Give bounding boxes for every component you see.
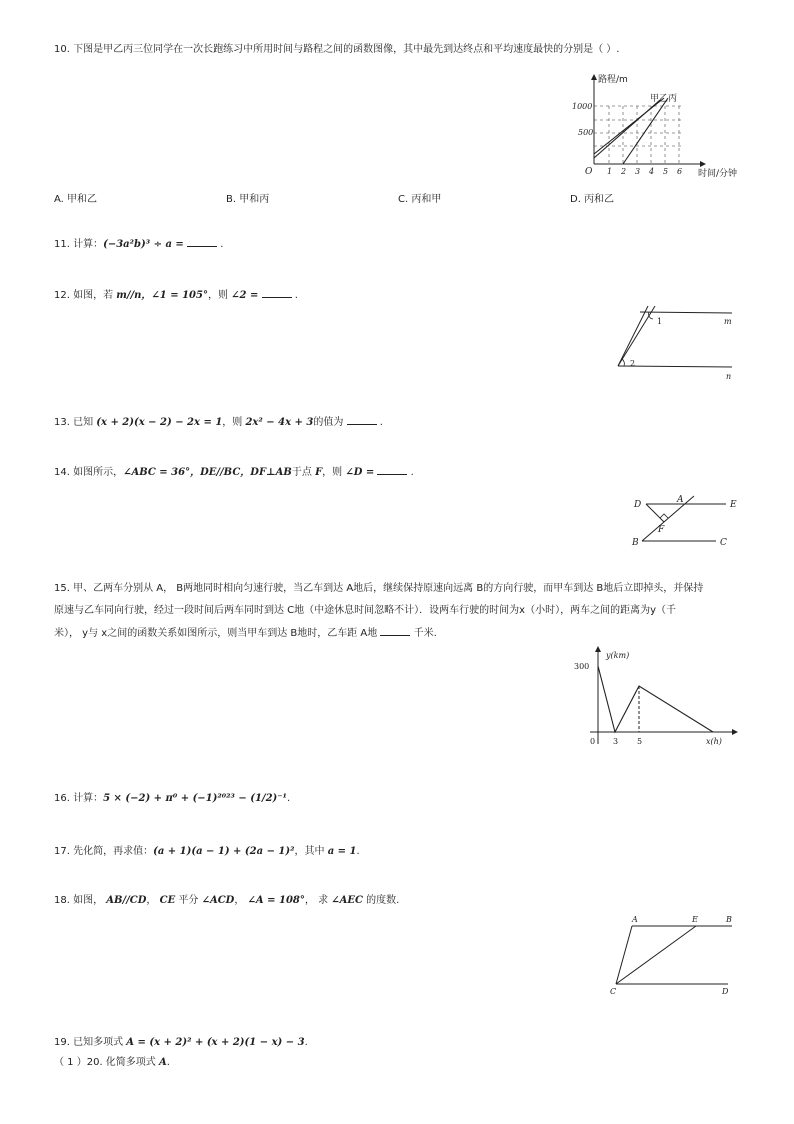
q16-expr: 5 × (−2) + π⁰ + (−1)²⁰²³ − (1/2)⁻¹ xyxy=(103,793,287,804)
q14-label-e: E xyxy=(730,500,737,510)
q15-line2: 原速与乙车同向行驶，经过一段时间后两车同时到达 C地（中途休息时间忽略不计）．设两车行驶的时间为x（小时），两车之间的距离为y（千 xyxy=(54,605,676,616)
q14-label-b: B xyxy=(632,538,639,548)
q18: 18. 如图， AB//CD， CE 平分 ∠ACD， ∠A = 108°， 求 ∠AEC 的度数. xyxy=(54,895,400,906)
q12-angle1-label: 1 xyxy=(657,317,663,326)
q19: 19. 已知多项式 A = (x + 2)² + (x + 2)(1 − x) − 3. xyxy=(54,1037,308,1048)
q12-angle2-label: 2 xyxy=(630,359,636,368)
q18-label-b: B xyxy=(726,915,732,924)
q15-xlabel: x(h) xyxy=(706,737,722,746)
q13: 13. 已知 (x + 2)(x − 2) − 2x = 1，则 2x² − 4x + 3的值为 . xyxy=(54,417,383,428)
q10-option-c[interactable]: C. 丙和甲 xyxy=(398,194,442,205)
q10-xtick-4: 4 xyxy=(649,167,655,176)
q12-line-m-label: m xyxy=(724,317,732,326)
q20: （ 1 ）20. 化简多项式 A. xyxy=(54,1057,170,1068)
q10-xtick-2: 2 xyxy=(621,167,627,176)
q14-label-c: C xyxy=(720,538,727,548)
q13-answer-blank[interactable] xyxy=(347,415,377,425)
q15-ylabel: y(km) xyxy=(606,651,630,660)
q15-line1: 15. 甲、乙两车分别从 A， B两地同时相向匀速行驶，当乙车到达 A地后，继续保持原速向远离 B的方向行驶，而甲车到达 B地后立即掉头，并保持 xyxy=(54,583,704,594)
q12-answer-blank[interactable] xyxy=(262,288,292,298)
q10-option-a[interactable]: A. 甲和乙 xyxy=(54,194,98,205)
q15-line3: 米）， y与 x之间的函数关系如图所示，则当甲车到达 B地时，乙车距 A地 千米. xyxy=(54,628,437,639)
q14-label-a: A xyxy=(677,495,684,505)
q12-line-n-label: n xyxy=(726,372,732,381)
q10-xlabel: 时间/分钟 xyxy=(698,169,738,179)
q18-label-d: D xyxy=(722,987,729,996)
q14-label-d: D xyxy=(634,500,642,510)
q10-ylabel: 路程/m xyxy=(598,75,628,85)
q15-x0: 0 xyxy=(590,737,596,746)
q15-graph xyxy=(570,644,742,750)
q15-x3: 3 xyxy=(613,737,619,746)
q17: 17. 先化简，再求值：(a + 1)(a − 1) + (2a − 1)²，其中 a = 1. xyxy=(54,846,360,857)
q10-xtick-3: 3 xyxy=(635,167,641,176)
q18-label-a: A xyxy=(632,915,638,924)
q11-expr: (−3a²b)³ ÷ a = xyxy=(103,239,184,250)
q18-label-e: E xyxy=(692,915,698,924)
q10-xtick-5: 5 xyxy=(663,167,669,176)
q14-label-f: F xyxy=(658,525,665,535)
q15-x5: 5 xyxy=(637,737,643,746)
q10-xtick-1: 1 xyxy=(607,167,613,176)
q16: 16. 计算：5 × (−2) + π⁰ + (−1)²⁰²³ − (1/2)⁻¹. xyxy=(54,793,291,804)
q14: 14. 如图所示，∠ABC = 36°，DE//BC，DF⊥AB于点 F，则 ∠D = . xyxy=(54,467,414,478)
q10-series-label: 甲乙丙 xyxy=(650,94,678,104)
q11-answer-blank[interactable] xyxy=(187,237,217,247)
q10-origin: O xyxy=(585,167,593,177)
q10-option-b[interactable]: B. 甲和丙 xyxy=(226,194,270,205)
q10-text: 10. 下图是甲乙丙三位同学在一次长跑练习中所用时间与路程之间的函数图像，其中最先到达终点和平均速度最快的分别是（ ）. xyxy=(54,44,620,55)
q14-answer-blank[interactable] xyxy=(377,465,407,475)
q11: 11. 计算：(−3a²b)³ ÷ a = . xyxy=(54,239,224,250)
q10-ytick-500: 500 xyxy=(578,128,594,137)
q12-figure xyxy=(612,304,742,384)
q10-graph xyxy=(574,68,744,184)
q18-figure xyxy=(608,912,742,998)
q15-answer-blank[interactable] xyxy=(380,626,410,636)
q10-option-d[interactable]: D. 丙和乙 xyxy=(570,194,615,205)
q10-xtick-6: 6 xyxy=(677,167,683,176)
q14-figure xyxy=(630,488,742,548)
q15-y300: 300 xyxy=(574,662,590,671)
q12: 12. 如图，若 m//n，∠1 = 105°，则 ∠2 = . xyxy=(54,290,298,301)
q18-label-c: C xyxy=(610,987,617,996)
q10-ytick-1000: 1000 xyxy=(572,102,593,111)
